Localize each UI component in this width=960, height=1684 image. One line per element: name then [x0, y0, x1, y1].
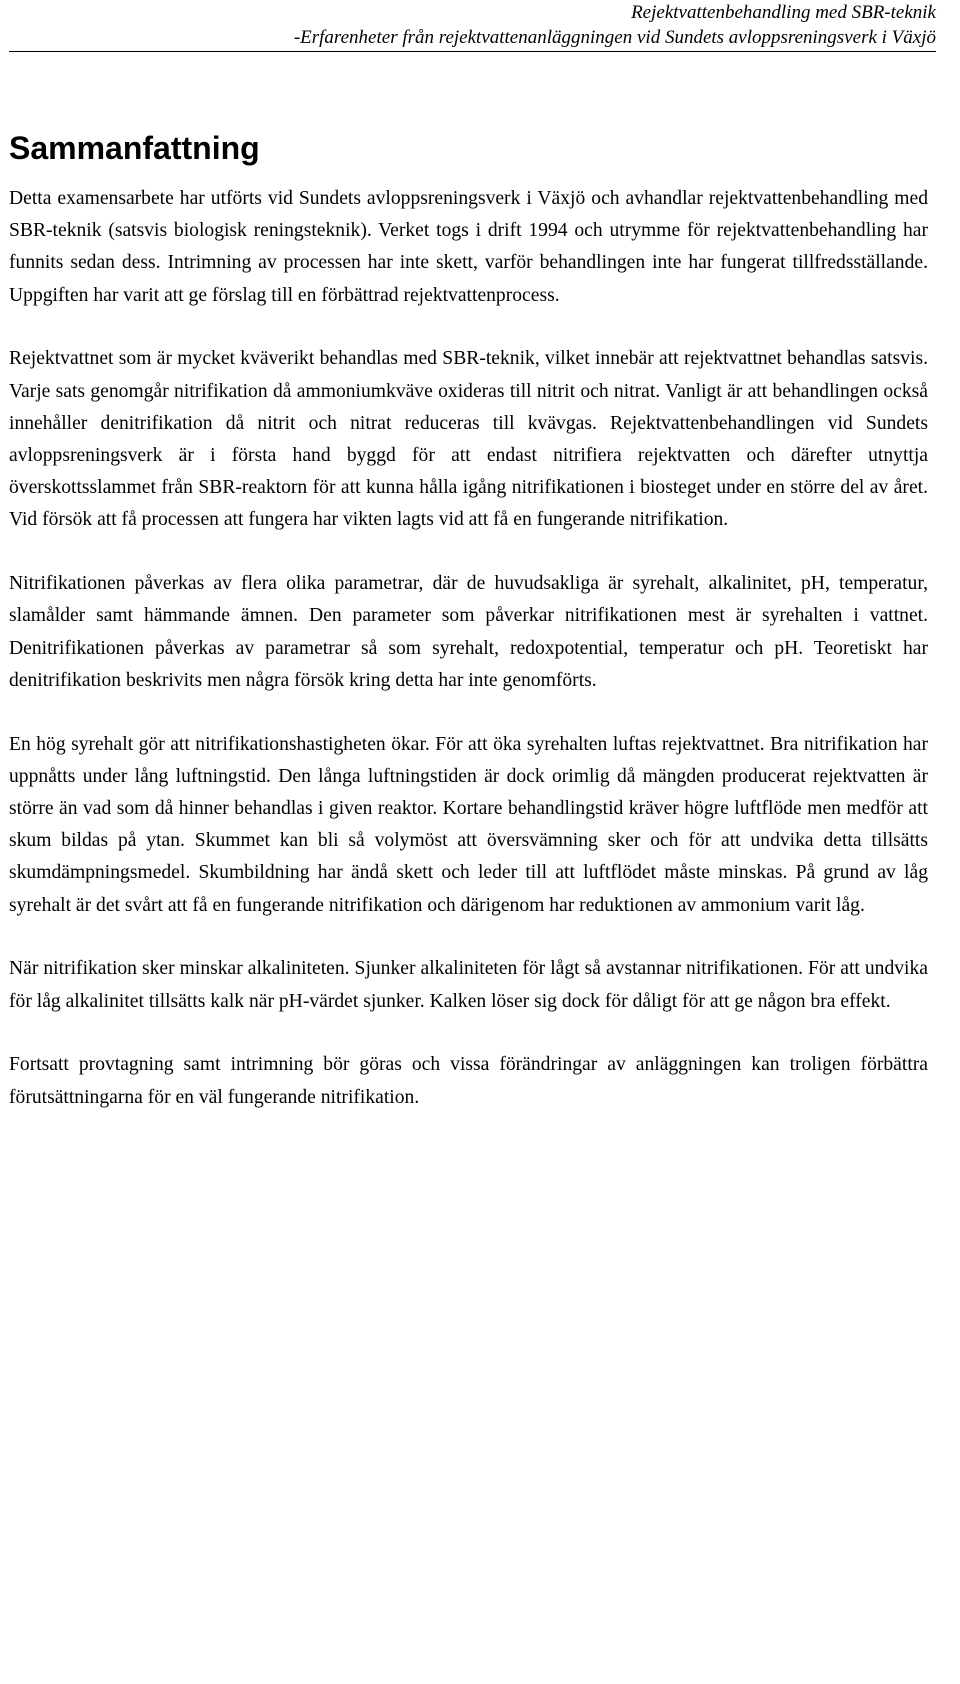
paragraph-2: Rejektvattnet som är mycket kväverikt behandlas med SBR-teknik, vilket innebär att rejektvattnet behandlas satsvis. Varje sats genomgår nitrifikation då ammoniumkväve oxideras till nitrit och nitrat. Vanligt är att behandlingen också innehåller denitrifikation då nitrit och nitrat reduceras till kvävgas. Rejektvattenbehandlingen vid Sundets avloppsreningsverk är i första hand byggd för att endast nitrifiera rejektvatten och därefter utnyttja överskottsslammet från SBR-reaktorn för att kunna hålla igång nitrifikationen i biosteget under en större del av året. Vid försök att få processen att fungera har vikten lagts vid att få en fungerande nitrifikation. — [9, 348, 928, 531]
running-header — [0, 0, 936, 50]
header-title: Rejektvattenbehandling med SBR-teknik — [631, 2, 936, 23]
paragraph-6: Fortsatt provtagning samt intrimning bör göras och vissa förändringar av anläggningen kan troligen förbättra förutsättningarna för en väl fungerande nitrifikation. — [9, 1054, 928, 1108]
section-title: Sammanfattning — [9, 130, 260, 166]
paragraph-3: Nitrifikationen påverkas av flera olika parametrar, där de huvudsakliga är syrehalt, alkalinitet, pH, temperatur, slamålder samt hämmande ämnen. Den parameter som påverkar nitrifikationen mest är syrehalten i vattnet. Denitrifikationen påverkas av parametrar så som syrehalt, redoxpotential, temperatur och pH. Teoretiskt har denitrifikation beskrivits men några försök kring detta har inte genomförts. — [9, 573, 928, 691]
body-text — [9, 183, 928, 1145]
paragraph-5: När nitrifikation sker minskar alkaliniteten. Sjunker alkaliniteten för lågt så avstannar nitrifikationen. För att undvika för låg alkalinitet tillsätts kalk när pH-värdet sjunker. Kalken löser sig dock för dåligt för att ge någon bra effekt. — [9, 958, 928, 1012]
header-divider — [9, 51, 936, 52]
paragraph-1: Detta examensarbete har utförts vid Sundets avloppsreningsverk i Växjö och avhandlar rejektvattenbehandling med SBR-teknik (satsvis biologisk reningsteknik). Verket togs i drift 1994 och utrymme för rejektvattenbehandling har funnits sedan dess. Intrimning av processen har inte skett, varför behandlingen inte har fungerat tillfredsställande. Uppgiften har varit att ge förslag till en förbättrad rejektvattenprocess. — [9, 188, 928, 306]
paragraph-4: En hög syrehalt gör att nitrifikationshastigheten ökar. För att öka syrehalten luftas rejektvattnet. Bra nitrifikation har uppnåtts under lång luftningstid. Den långa luftningstiden är dock orimlig då mängden producerat rejektvatten är större än vad som då hinner behandlas i given reaktor. Kortare behandlingstid kräver högre luftflöde men medför att skum bildas på ytan. Skummet kan bli så volymöst att översvämning sker och för att undvika detta tillsätts skumdämpningsmedel. Skumbildning har ändå skett och leder till att luftflödet måste minskas. På grund av låg syrehalt är det svårt att få en fungerande nitrifikation och därigenom har reduktionen av ammonium varit låg. — [9, 733, 928, 916]
header-subtitle: -Erfarenheter från rejektvattenanläggningen vid Sundets avloppsreningsverk i Växjö — [293, 27, 936, 48]
